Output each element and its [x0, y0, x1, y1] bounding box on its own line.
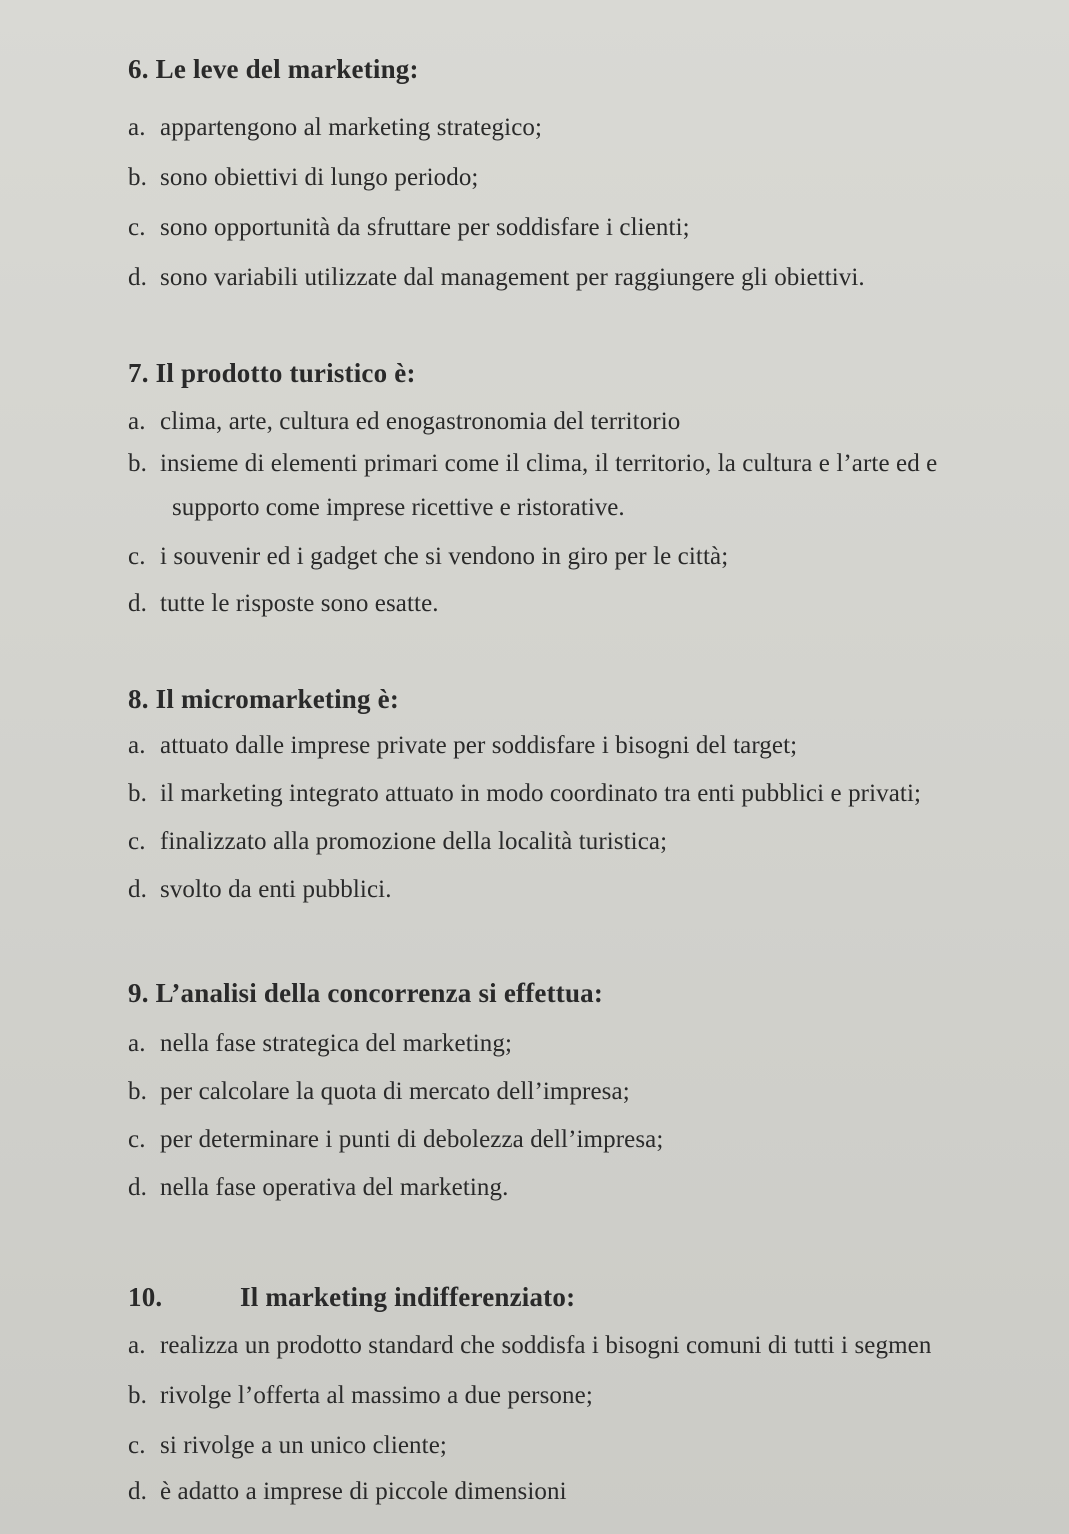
option-9b	[128, 1078, 630, 1106]
option-8b	[128, 780, 921, 808]
option-letter: c.	[128, 214, 146, 241]
option-letter: d.	[128, 590, 147, 617]
option-letter: c.	[128, 543, 146, 570]
option-10c	[128, 1432, 447, 1460]
option-6c	[128, 214, 690, 242]
option-8a	[128, 732, 797, 760]
option-10b	[128, 1382, 593, 1410]
option-text: insieme di elementi primari come il clima, il territorio, la cultura e l’arte ed e	[160, 450, 938, 477]
question-title	[128, 358, 416, 389]
option-8c	[128, 828, 667, 856]
question-title	[128, 54, 419, 85]
option-text: per determinare i punti di debolezza dell’impresa;	[160, 1126, 664, 1153]
option-letter: d.	[128, 264, 147, 291]
option-text: è adatto a imprese di piccole dimensioni	[160, 1478, 567, 1505]
question-number: 10.	[128, 1282, 163, 1312]
question-text: Il marketing indifferenziato:	[240, 1282, 576, 1312]
option-letter: b.	[128, 1382, 147, 1409]
question-number: 8.	[128, 684, 149, 714]
option-text: nella fase operativa del marketing.	[160, 1174, 509, 1201]
option-text: si rivolge a un unico cliente;	[160, 1432, 447, 1459]
option-6d	[128, 264, 865, 292]
option-9c	[128, 1126, 663, 1154]
option-9d	[128, 1174, 508, 1202]
question-number: 9.	[128, 978, 149, 1008]
option-10a	[128, 1332, 931, 1360]
option-text: sono opportunità da sfruttare per soddisfare i clienti;	[160, 214, 690, 241]
question-number: 6.	[128, 54, 149, 84]
option-text: sono obiettivi di lungo periodo;	[160, 164, 479, 191]
option-7c	[128, 543, 728, 571]
question-text: Il micromarketing è:	[155, 684, 400, 714]
question-number: 7.	[128, 358, 149, 388]
option-letter: d.	[128, 1478, 147, 1505]
option-text: attuato dalle imprese private per soddisfare i bisogni del target;	[160, 732, 798, 759]
question-title	[128, 684, 399, 715]
option-7a	[128, 408, 680, 436]
option-letter: b.	[128, 164, 147, 191]
option-text: per calcolare la quota di mercato dell’impresa;	[160, 1078, 630, 1105]
option-text: il marketing integrato attuato in modo coordinato tra enti pubblici e privati;	[160, 780, 922, 807]
option-text: finalizzato alla promozione della località turistica;	[160, 828, 668, 855]
option-letter: c.	[128, 1126, 146, 1153]
question-text: L’analisi della concorrenza si effettua:	[155, 978, 604, 1008]
option-letter: b.	[128, 780, 147, 807]
option-text: tutte le risposte sono esatte.	[160, 590, 439, 617]
question-text: Le leve del marketing:	[155, 54, 419, 84]
question-title	[128, 978, 603, 1009]
option-letter: b.	[128, 1078, 147, 1105]
option-letter: a.	[128, 1030, 146, 1057]
question-text: Il prodotto turistico è:	[155, 358, 416, 388]
option-10d	[128, 1478, 567, 1506]
option-letter: b.	[128, 450, 147, 477]
option-6b	[128, 164, 478, 192]
option-letter: c.	[128, 1432, 146, 1459]
option-7b	[128, 450, 937, 478]
option-text: i souvenir ed i gadget che si vendono in giro per le città;	[160, 543, 729, 570]
question-title	[128, 1282, 575, 1313]
option-8d	[128, 876, 392, 904]
option-text: clima, arte, cultura ed enogastronomia del territorio	[160, 408, 681, 435]
option-letter: c.	[128, 828, 146, 855]
option-letter: a.	[128, 114, 146, 141]
option-letter: a.	[128, 732, 146, 759]
option-text: realizza un prodotto standard che soddisfa i bisogni comuni di tutti i segmen	[160, 1332, 932, 1359]
option-text: svolto da enti pubblici.	[160, 876, 392, 903]
option-text: sono variabili utilizzate dal management per raggiungere gli obiettivi.	[160, 264, 865, 291]
option-letter: d.	[128, 1174, 147, 1201]
option-9a	[128, 1030, 512, 1058]
option-letter: d.	[128, 876, 147, 903]
option-7b-continuation: supporto come imprese ricettive e ristorative.	[172, 494, 625, 521]
option-7d	[128, 590, 439, 618]
option-text: appartengono al marketing strategico;	[160, 114, 543, 141]
option-text: rivolge l’offerta al massimo a due persone;	[160, 1382, 593, 1409]
option-letter: a.	[128, 408, 146, 435]
option-letter: a.	[128, 1332, 146, 1359]
option-6a	[128, 114, 542, 142]
option-text: nella fase strategica del marketing;	[160, 1030, 513, 1057]
